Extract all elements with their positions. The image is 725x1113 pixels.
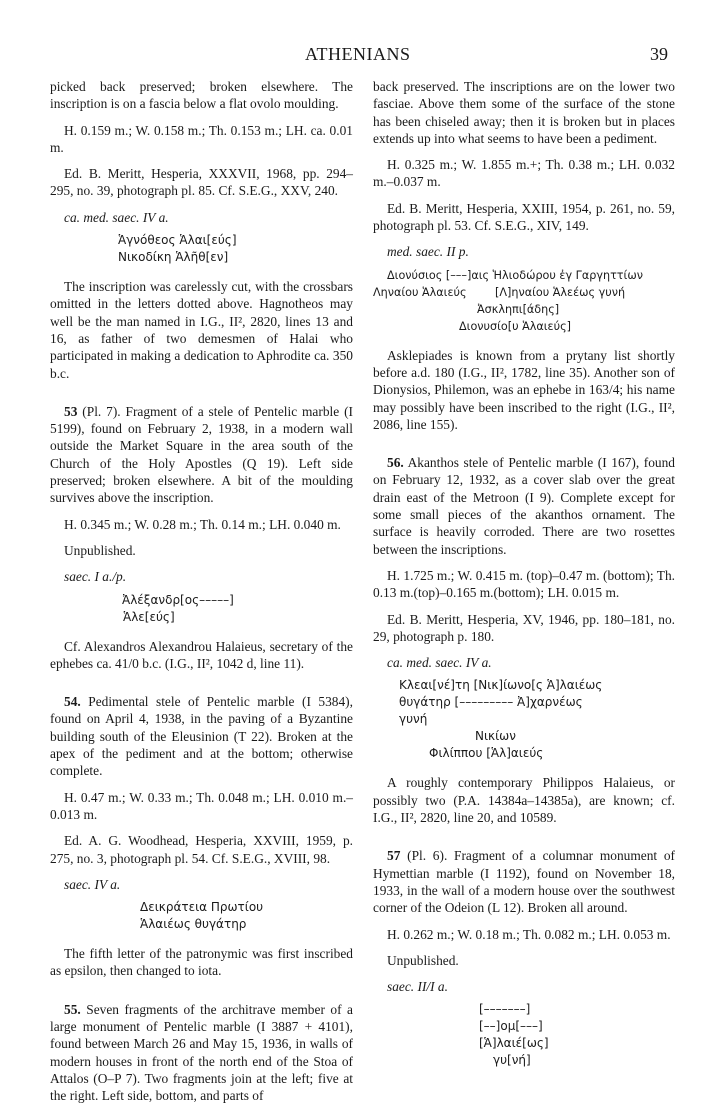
edition: Ed. B. Meritt, Hesperia, XV, 1946, pp. 180–181, no. 29, photograph p. 180. [373, 611, 675, 644]
entry-description: Akanthos stele of Pentelic marble (I 167), found on February 12, 1932, as a cover slab over the great drain east of the Metroon (I 9). Complete except for some small pieces of the akanthos ornament. The surface is heavily corroded. There are two rosettes between the inscriptions. [373, 455, 675, 557]
inscription-text [373, 677, 675, 762]
inscription-line: Δεικράτεια Πρωτίου [140, 900, 264, 915]
entry-57 [373, 847, 675, 916]
entry-description: (Pl. 6). Fragment of a columnar monument of Hymettian marble (I 1192), found on November 18, 1933, in the wall of a modern house over the southwest corner of the Odeion (L 12). Broken all around. [373, 848, 675, 916]
entry-number: 56. [387, 455, 404, 471]
inscription-line: Ἀσκληπι[άδης] [477, 302, 560, 316]
inscription-line: Φιλίππου [Ἁλ]αιεύς [429, 746, 544, 761]
inscription-text [373, 267, 675, 335]
edition: Ed. B. Meritt, Hesperia, XXIII, 1954, p. 261, no. 59, photograph pl. 53. Cf. S.E.G., XIV, 149. [373, 200, 675, 234]
commentary: The inscription was carelessly cut, with the crossbars omitted in the letters dotted above. Hagnotheos may well be the man named in I.G., II², 2820, lines 13 and 16, as father of two demesmen of Halai who participated in making a dedication to Aphrodite ca. 350 b.c. [50, 279, 353, 381]
entry-description: Pedimental stele of Pentelic marble (I 5384), found on April 4, 1938, in the paving of a Byzantine building south of the Eleusinion (T 22). Broken at the apex of the pediment and at the bottom; otherwise complete. [50, 694, 353, 779]
entry-number: 55. [64, 1001, 81, 1017]
dimensions: H. 0.262 m.; W. 0.18 m.; Th. 0.082 m.; LH. 0.053 m. [387, 926, 671, 942]
commentary: Asklepiades is known from a prytany list shortly before a.d. 180 (I.G., II², 1782, line 35). Another son of Dionysios, Philemon, was an ephebe in 163/4; his name may possibly have been inscribed to the right (I.G., II², 2086, line 155). [373, 347, 675, 432]
inscription-text [50, 232, 353, 266]
left-column [50, 78, 353, 1113]
date: saec. I a./p. [64, 569, 127, 585]
entry-53 [50, 403, 353, 507]
commentary: Cf. Alexandros Alexandrou Halaieus, secretary of the ephebes ca. 41/0 b.c. (I.G., II², 1042 d, line 11). [50, 638, 353, 671]
entry-55 [50, 1001, 353, 1105]
dimensions: H. 0.159 m.; W. 0.158 m.; Th. 0.153 m.; LH. ca. 0.01 m. [50, 122, 353, 155]
inscription-text [50, 899, 353, 933]
inscription-line: Ἀλέξανδρ[ος–––––] [122, 592, 234, 607]
running-head-title: ATHENIANS [305, 44, 411, 64]
publication-status: Unpublished. [64, 542, 136, 558]
entry-56 [373, 454, 675, 558]
inscription-line: [–––––––] [479, 1002, 531, 1017]
inscription-line: Διονύσιος [–––]αις Ἡλιοδώρου ἐγ Γαργηττίων [387, 268, 643, 282]
entry-number: 53 [64, 403, 78, 419]
inscription-line: Ἁλαιέως θυγάτηρ [140, 917, 247, 932]
page-number: 39 [650, 44, 668, 64]
entry-54 [50, 693, 353, 779]
dimensions: H. 0.345 m.; W. 0.28 m.; Th. 0.14 m.; LH. 0.040 m. [64, 516, 341, 532]
date: med. saec. II p. [387, 244, 469, 260]
dimensions: H. 0.325 m.; W. 1.855 m.+; Th. 0.38 m.; LH. 0.032 m.–0.037 m. [373, 157, 675, 190]
dimensions: H. 0.47 m.; W. 0.33 m.; Th. 0.048 m.; LH. 0.010 m.–0.013 m. [50, 789, 353, 822]
entry-description: (Pl. 7). Fragment of a stele of Pentelic marble (I 5199), found on February 2, 1938, in a modern wall outside the Market Square in the area south of the Church of the Holy Apostles (Q 19). Left side preserved; broken elsewhere. A bit of the moulding survives above the inscription. [50, 403, 353, 506]
paragraph: picked back preserved; broken elsewhere. The inscription is on a fascia below a flat ovolo moulding. [50, 79, 353, 112]
inscription-line: Νικοδίκη Ἁλῆθ[εν] [118, 250, 229, 265]
inscription-line: [Ἁ]λαιέ[ως] [479, 1036, 549, 1051]
commentary: The fifth letter of the patronymic was first inscribed as epsilon, then changed to iota. [50, 946, 353, 979]
inscription-line: Ἁλε[εύς] [123, 609, 175, 624]
inscription-line: θυγάτηρ [––––––––– Ἀ]χαρνέως [399, 695, 583, 710]
inscription-line: γυνή [399, 712, 428, 727]
edition: Ed. B. Meritt, Hesperia, XXXVII, 1968, pp. 294–295, no. 39, photograph pl. 85. Cf. S.E.G., XXV, 240. [50, 166, 353, 199]
paragraph: back preserved. The inscriptions are on the lower two fasciae. Above them some of the surface of the stone has been chiseled away; then it is broken but in places extends up into what seems to have been a pediment. [373, 79, 675, 146]
edition: Ed. A. G. Woodhead, Hesperia, XXVIII, 1959, p. 275, no. 3, photograph pl. 54. Cf. S.E.G., XVIII, 98. [50, 833, 353, 866]
publication-status: Unpublished. [387, 952, 459, 968]
entry-number: 57 [387, 848, 401, 864]
right-column [373, 78, 675, 1081]
inscription-line: Ἁγνόθεος Ἁλαι[εύς] [118, 233, 237, 248]
date: saec. II/I a. [387, 979, 448, 995]
date: saec. IV a. [64, 876, 121, 892]
inscription-line: Κλεαι[νέ]τη [Νικ]ίωνο[ς Ἁ]λαιέως [399, 678, 603, 693]
inscription-text [50, 592, 353, 626]
inscription-line: Διονυσίο[υ Ἁλαιεύς] [459, 319, 572, 333]
inscription-line: Νικίων [475, 729, 516, 744]
dimensions: H. 1.725 m.; W. 0.415 m. (top)–0.47 m. (bottom); Th. 0.13 m.(top)–0.165 m.(bottom); LH. 0.015 m. [373, 567, 675, 601]
inscription-line: [––]ομ[–––] [479, 1019, 543, 1034]
entry-description: Seven fragments of the architrave member of a large monument of Pentelic marble (I 3887 + 4101), found between March 26 and May 15, 1936, in walls of modern houses in front of the north end of the Stoa of Attalos (O–P 7). Two fragments join at the left; five at the right. Left side, bottom, and parts of [50, 1001, 353, 1104]
commentary: A roughly contemporary Philippos Halaieus, or possibly two (P.A. 14384a–14385a), are known; cf. I.G., II², 2820, line 20, and 10589. [373, 775, 675, 826]
date: ca. med. saec. IV a. [64, 209, 169, 225]
inscription-line: γυ[νή] [493, 1053, 531, 1068]
inscription-text [373, 1001, 675, 1069]
date: ca. med. saec. IV a. [387, 655, 492, 671]
running-header [0, 40, 725, 66]
entry-number: 54. [64, 694, 81, 710]
inscription-line: Ληναίου Ἁλαιεύς [Λ]ηναίου Ἁλεέως γυνή [373, 285, 626, 299]
